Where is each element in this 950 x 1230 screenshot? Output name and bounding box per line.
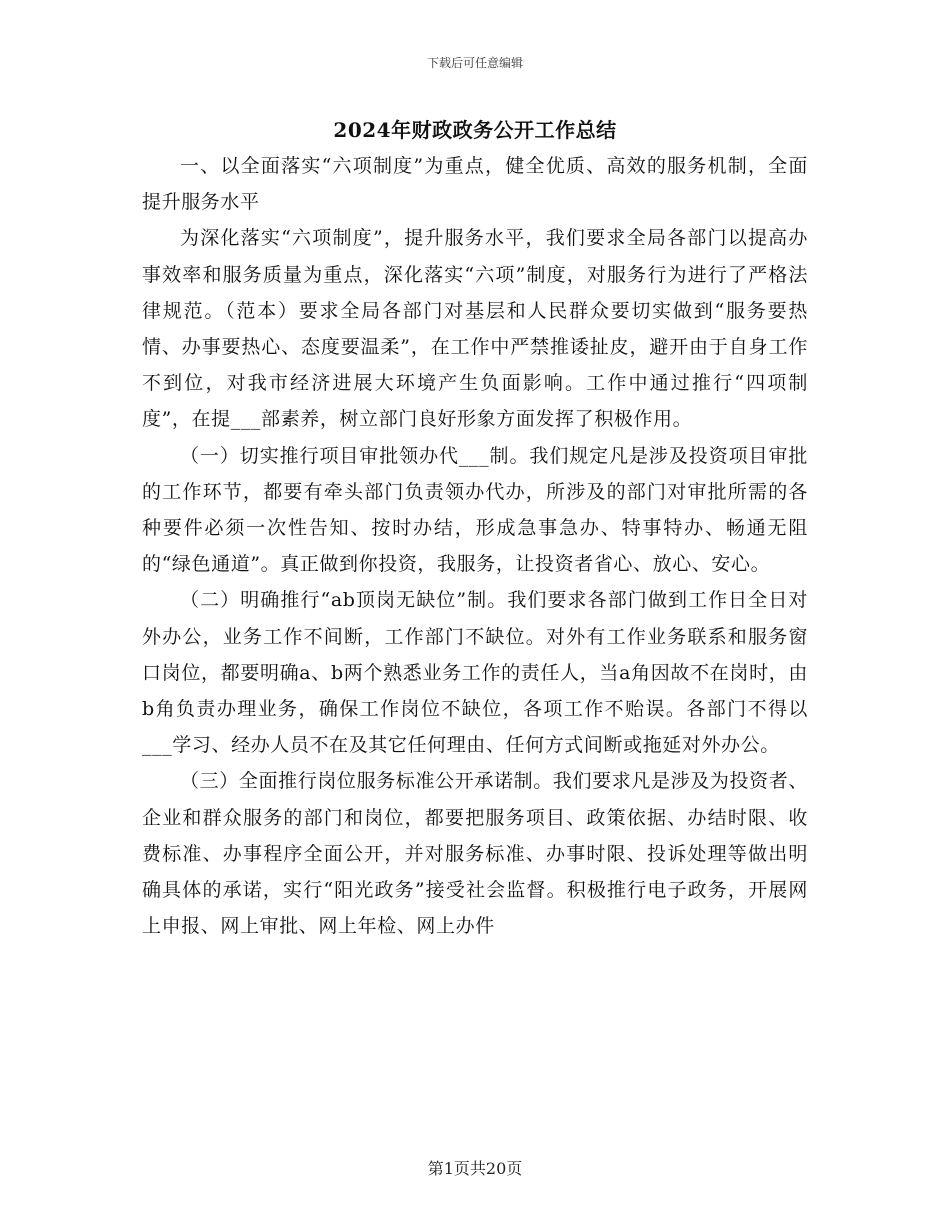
paragraph-item-2: （二）明确推行“ab顶岗无缺位”制。我们要求各部门做到工作日全日对外办公，业务工作不间断，工作部门不缺位。对外有工作业务联系和服务窗口岗位，都要明确a、b两个熟悉业务工作的责任人，当a角因故不在岗时，由b角负责办理业务，确保工作岗位不缺位，各项工作不贻误。各部门不得以___学习、经办人员不在及其它任何理由、任何方式间断或拖延对外办公。	[142, 589, 808, 757]
paragraph-item-3: （三）全面推行岗位服务标准公开承诺制。我们要求凡是涉及为投资者、企业和群众服务的部门和岗位，都要把服务项目、政策依据、办结时限、收费标准、办事程序全面公开，并对服务标准、办事时限、投诉处理等做出明确具体的承诺，实行“阳光政务”接受社会监督。积极推行电子政务，开展网上申报、网上审批、网上年检、网上办件	[142, 770, 808, 938]
document-title: 2024年财政政务公开工作总结	[333, 118, 617, 142]
paragraph-intro: 为深化落实“六项制度”，提升服务水平，我们要求全局各部门以提高办事效率和服务质量为重点，深化落实“六项”制度，对服务行为进行了严格法律规范。（范本）要求全局各部门对基层和人民群众要切实做到“服务要热情、办事要热心、态度要温柔”，在工作中严禁推诿扯皮，避开由于自身工作不到位，对我市经济进展大环境产生负面影响。工作中通过推行“四项制度”，在提___部素养，树立部门良好形象方面发挥了积极作用。	[142, 227, 808, 431]
paragraph-item-1: （一）切实推行项目审批领办代___制。我们规定凡是涉及投资项目审批的工作环节，都要有牵头部门负责领办代办，所涉及的部门对审批所需的各种要件必须一次性告知、按时办结，形成急事急办、特事特办、畅通无阻的“绿色通道”。真正做到你投资，我服务，让投资者省心、放心、安心。	[142, 444, 808, 576]
document-body	[142, 148, 808, 944]
page-number: 第1页共20页	[427, 1159, 523, 1178]
paragraph-section-heading: 一、以全面落实“六项制度”为重点，健全优质、高效的服务机制，全面提升服务水平	[142, 155, 808, 214]
header-note: 下载后可任意编辑	[426, 56, 523, 70]
